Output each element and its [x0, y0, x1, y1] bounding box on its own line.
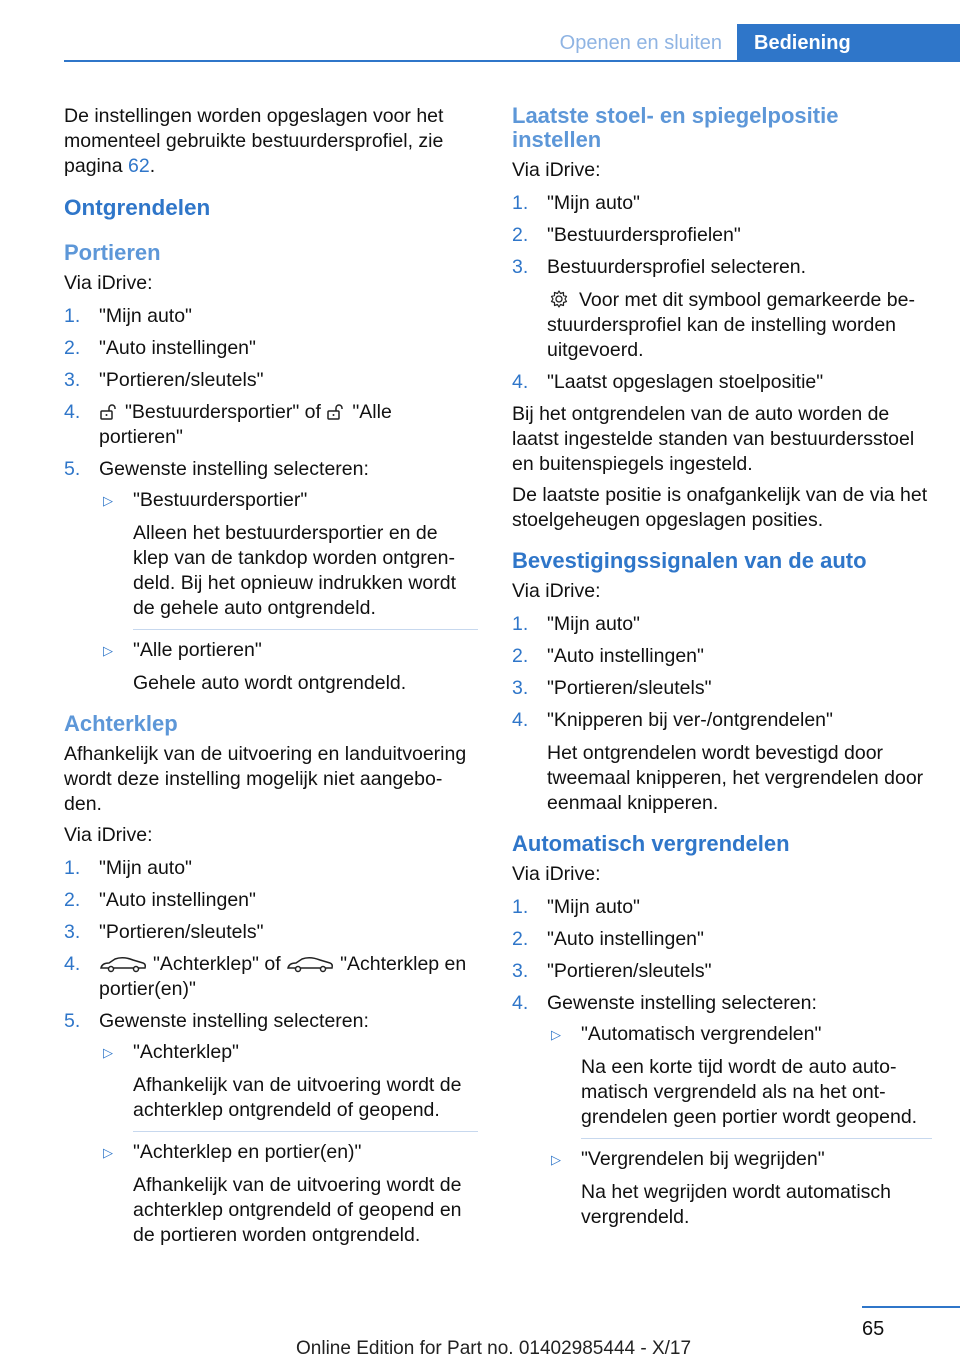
step-number: 2. [64, 337, 81, 359]
list-item [512, 676, 932, 701]
header-chapter-label: Bediening [754, 32, 851, 54]
door-unlock-icon [326, 403, 346, 421]
option-title: "Achterklep" [133, 1041, 239, 1063]
bevestiging-steps [512, 612, 932, 816]
step-note-text: Het ontgrendelen wordt bevestigd door tweemaal knipperen, het vergrendelen door eenmaal knipperen. [547, 742, 924, 814]
step-text: "Bestuurdersprofielen" [547, 224, 741, 246]
header-section-title: Openen en sluiten [559, 32, 722, 54]
list-item [512, 223, 932, 248]
step-number: 4. [512, 709, 529, 731]
step-text: Gewenste instelling selecteren: [99, 458, 369, 480]
option-title: "Vergrendelen bij wegrijden" [581, 1148, 825, 1170]
list-item [512, 708, 932, 816]
step-number: 3. [64, 369, 81, 391]
step-text: Gewenste instelling selecteren: [547, 992, 817, 1014]
paragraph: Bij het ontgrendelen van de auto worden de laatst ingestelde standen van bestuurdersstoel en buitenspiegels ingesteld. [512, 403, 915, 475]
step-number: 2. [512, 224, 529, 246]
step-text: "Mijn auto" [99, 305, 192, 327]
list-item [512, 255, 932, 363]
list-item [512, 644, 932, 669]
step-text: "Laatst opgeslagen stoelpositie" [547, 371, 824, 393]
page-link-62[interactable]: 62 [127, 155, 150, 177]
option-description: Gehele auto wordt ontgrendeld. [133, 672, 407, 694]
step-text: "Knipperen bij ver-/ontgrendelen" [547, 709, 833, 731]
step-text: "Auto instellingen" [99, 889, 256, 911]
portieren-steps [64, 304, 478, 696]
option-title: "Bestuurdersportier" [133, 489, 308, 511]
paragraph: De laatste positie is onafgankelijk van de via het stoelgeheugen opgeslagen posities. [512, 484, 928, 531]
list-item [512, 370, 932, 395]
online-edition-note: Online Edition for Part no. 01402985444 - X/17 [296, 1338, 692, 1359]
step-text: "Portieren/sleutels" [99, 921, 264, 943]
bullet-triangle-icon: ▷ [551, 1152, 561, 1167]
auto-options [547, 1022, 932, 1230]
list-item [64, 952, 478, 1002]
step-number: 5. [64, 458, 81, 480]
bullet-triangle-icon: ▷ [103, 1045, 113, 1060]
step-number: 1. [64, 305, 81, 327]
step-text: "Portieren/sleutels" [99, 369, 264, 391]
header-rule [64, 60, 960, 62]
option-description: Alleen het bestuurdersportier en de klep van de tankdop worden ontgren-deld. Bij het opnieuw indrukken wordt de gehele auto ontgrendeld. [133, 522, 457, 619]
heading-portieren: Portieren [64, 240, 161, 265]
achterklep-options [99, 1040, 478, 1248]
option-title: "Automatisch vergrendelen" [581, 1023, 822, 1045]
step-text: "Alle portieren" [99, 401, 392, 448]
step-note [547, 288, 932, 363]
stoel-steps [512, 191, 932, 395]
via-idrive-label: Via iDrive: [512, 580, 601, 602]
list-item [64, 457, 478, 696]
step-number: 1. [512, 192, 529, 214]
step-number: 3. [512, 677, 529, 699]
list-item [512, 991, 932, 1230]
step-number: 4. [64, 401, 81, 423]
step-text: Gewenste instelling selecteren: [99, 1010, 369, 1032]
option-title: "Alle portieren" [133, 639, 262, 661]
step-number: 4. [512, 371, 529, 393]
step-text: "Achterklep" of [153, 953, 287, 975]
right-column [512, 104, 932, 1237]
step-text: "Auto instellingen" [547, 928, 704, 950]
step-number: 4. [512, 992, 529, 1014]
list-item [64, 1009, 478, 1248]
step-text: Bestuurdersprofiel selecteren. [547, 256, 807, 278]
option-title: "Achterklep en portier(en)" [133, 1141, 362, 1163]
via-idrive-label: Via iDrive: [64, 824, 153, 846]
step-note-text: Voor met dit symbool gemarkeerde be-stuurdersprofiel kan de instelling worden uitgevoerd. [547, 289, 915, 361]
option-item [547, 1147, 932, 1230]
car-tailgate-icon [286, 955, 334, 973]
bullet-triangle-icon: ▷ [103, 493, 113, 508]
header-chapter-tab [737, 24, 960, 62]
step-number: 1. [512, 896, 529, 918]
list-item [64, 920, 478, 945]
step-text: "Auto instellingen" [99, 337, 256, 359]
achterklep-note: Afhankelijk van de uitvoering en landuitvoering wordt deze instelling mogelijk niet aangebo-den. [64, 743, 467, 815]
step-number: 5. [64, 1010, 81, 1032]
option-description: Na het wegrijden wordt automatisch vergrendeld. [581, 1181, 891, 1228]
step-number: 1. [64, 857, 81, 879]
option-description: Afhankelijk van de uitvoering wordt de achterklep ontgrendeld of geopend. [133, 1074, 462, 1121]
option-item [99, 488, 478, 630]
step-number: 3. [64, 921, 81, 943]
bullet-triangle-icon: ▷ [551, 1027, 561, 1042]
bullet-triangle-icon: ▷ [103, 1145, 113, 1160]
door-unlock-icon [99, 403, 119, 421]
option-description: Na een korte tijd wordt de auto auto-matisch vergrendeld als na het ont-grendelen geen portier wordt geopend. [581, 1056, 918, 1128]
heading-achterklep: Achterklep [64, 711, 178, 736]
list-item [512, 612, 932, 637]
step-text: "Mijn auto" [547, 896, 640, 918]
option-item [99, 638, 478, 696]
step-number: 2. [512, 645, 529, 667]
via-idrive-label: Via iDrive: [512, 863, 601, 885]
option-divider [133, 1131, 478, 1132]
step-number: 3. [512, 960, 529, 982]
gear-icon [549, 289, 569, 309]
option-item [99, 1040, 478, 1132]
step-text: "Portieren/sleutels" [547, 677, 712, 699]
list-item [64, 304, 478, 329]
step-text: "Bestuurdersportier" of [125, 401, 327, 423]
list-item [512, 191, 932, 216]
auto-steps [512, 895, 932, 1230]
step-text: "Auto instellingen" [547, 645, 704, 667]
step-number: 3. [512, 256, 529, 278]
option-divider [133, 629, 478, 630]
via-idrive-label: Via iDrive: [512, 159, 601, 181]
via-idrive-label: Via iDrive: [64, 272, 153, 294]
heading-bevestigingssignalen: Bevestigingssignalen van de auto [512, 548, 867, 573]
option-item [99, 1140, 478, 1248]
step-text: "Portieren/sleutels" [547, 960, 712, 982]
list-item [512, 927, 932, 952]
step-number: 2. [64, 889, 81, 911]
left-column [64, 104, 478, 1255]
list-item [64, 400, 478, 450]
option-description: Afhankelijk van de uitvoering wordt de achterklep ontgrendeld of geopend en de portieren worden ontgrendeld. [133, 1174, 462, 1246]
intro-text: De instellingen worden opgeslagen voor het momenteel gebruikte bestuurdersprofiel, zie pagina [64, 105, 444, 177]
list-item [64, 856, 478, 881]
step-number: 4. [64, 953, 81, 975]
step-text: "Mijn auto" [99, 857, 192, 879]
heading-automatisch-vergrendelen: Automatisch vergrendelen [512, 831, 790, 856]
step-number: 1. [512, 613, 529, 635]
option-item [547, 1022, 932, 1139]
page-header [0, 0, 960, 62]
car-tailgate-icon [99, 955, 147, 973]
page-number: 65 [862, 1318, 885, 1340]
intro-paragraph [64, 104, 478, 179]
heading-laatste-stoelpositie: Laatste stoel- en spiegelpositie instellen [512, 103, 839, 152]
bullet-triangle-icon: ▷ [103, 643, 113, 658]
list-item [512, 959, 932, 984]
step-number: 2. [512, 928, 529, 950]
option-divider [581, 1138, 932, 1139]
list-item [64, 888, 478, 913]
step-text: "Mijn auto" [547, 613, 640, 635]
step-text: "Mijn auto" [547, 192, 640, 214]
step-text: "Achterklep en portier(en)" [99, 953, 467, 1000]
footer-rule [862, 1306, 960, 1308]
portieren-options [99, 488, 478, 696]
list-item [64, 368, 478, 393]
list-item [64, 336, 478, 361]
achterklep-steps [64, 856, 478, 1248]
list-item [512, 895, 932, 920]
intro-period: . [149, 155, 156, 177]
heading-ontgrendelen: Ontgrendelen [64, 195, 211, 220]
